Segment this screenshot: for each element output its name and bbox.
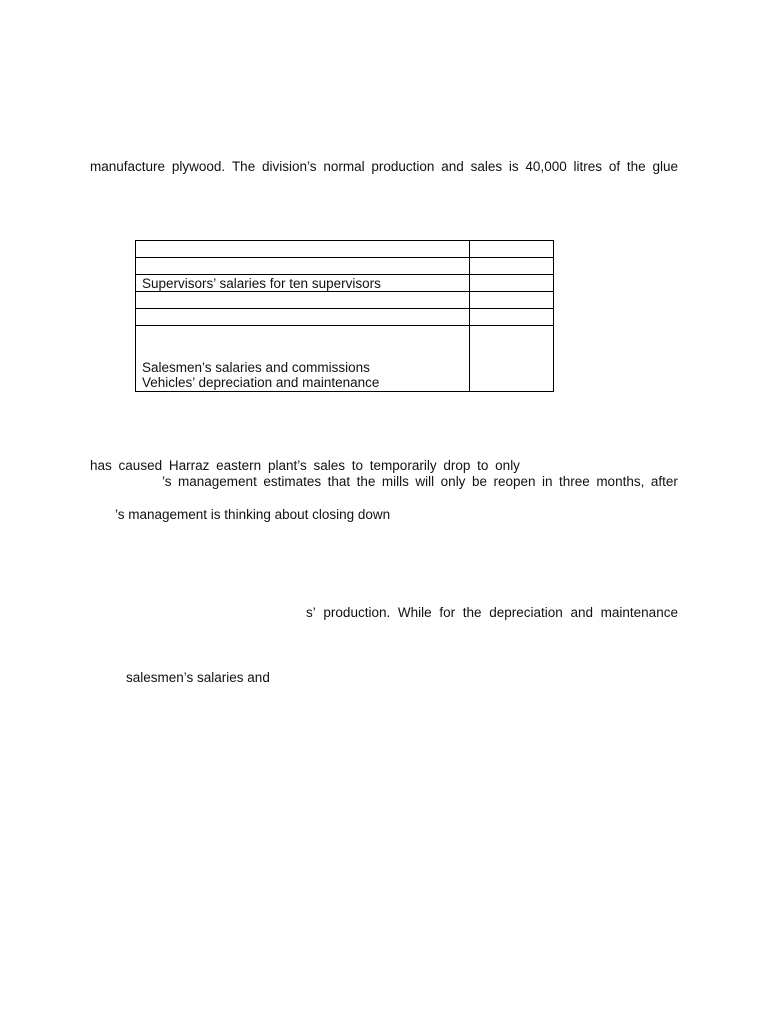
word: of	[608, 159, 621, 174]
cost-table	[135, 240, 554, 392]
vehicles-depreciation-label: Vehicles’ depreciation and maintenance	[142, 375, 380, 390]
cost-value-cell	[470, 309, 554, 326]
word: that	[327, 474, 351, 489]
word: glue	[652, 159, 678, 174]
word: be	[471, 474, 487, 489]
word: production.	[323, 605, 391, 620]
cost-label-cell	[136, 326, 470, 392]
table-row	[136, 241, 554, 258]
cost-value-cell	[470, 258, 554, 275]
cost-label-cell	[136, 241, 470, 258]
word: the	[356, 474, 376, 489]
text-line-glue-production	[90, 159, 678, 175]
table-row	[136, 258, 554, 275]
word: is	[508, 159, 519, 174]
text-line-closing-down: ’s management is thinking about closing down	[115, 507, 391, 522]
word: s’	[306, 605, 316, 620]
word: estimates	[263, 474, 322, 489]
cost-value-cell	[470, 275, 554, 292]
word: sales	[313, 458, 345, 473]
word: reopen	[493, 474, 536, 489]
word: 40,000	[525, 159, 567, 174]
word: caused	[118, 458, 163, 473]
text-line-management-estimate	[162, 474, 678, 490]
word: management	[178, 474, 257, 489]
word: only	[440, 474, 466, 489]
word: the	[462, 605, 482, 620]
word: and	[570, 605, 593, 620]
word: months,	[596, 474, 645, 489]
word: after	[650, 474, 678, 489]
table-row	[136, 326, 554, 392]
word: temporarily	[369, 458, 437, 473]
word: plant’s	[267, 458, 307, 473]
word: in	[542, 474, 553, 489]
word: has	[90, 458, 112, 473]
word: manufacture	[90, 159, 166, 174]
text-line-salesmen-salaries: salesmen’s salaries and	[126, 670, 270, 685]
cost-label-cell	[136, 258, 470, 275]
word: The	[231, 159, 256, 174]
cost-label-cell: Supervisors’ salaries for ten supervisors	[136, 275, 470, 292]
word: only	[495, 458, 520, 473]
text-line-depreciation	[306, 605, 678, 621]
table-row	[136, 275, 554, 292]
word: sales	[470, 159, 503, 174]
word: Harraz	[168, 458, 210, 473]
word: litres	[573, 159, 603, 174]
cost-value-cell	[470, 326, 554, 392]
word: production	[371, 159, 435, 174]
word: depreciation	[489, 605, 563, 620]
cost-value-cell	[470, 292, 554, 309]
word: maintenance	[600, 605, 678, 620]
word: drop	[443, 458, 471, 473]
cost-label-cell	[136, 309, 470, 326]
cost-value-cell	[470, 241, 554, 258]
word: normal	[323, 159, 365, 174]
word: will	[415, 474, 435, 489]
word: for	[439, 605, 456, 620]
word: three	[559, 474, 590, 489]
table-row	[136, 292, 554, 309]
salesmen-salaries-label: Salesmen’s salaries and commissions	[142, 360, 370, 375]
table-row	[136, 309, 554, 326]
word: mills	[381, 474, 409, 489]
word: to	[351, 458, 364, 473]
word: to	[477, 458, 489, 473]
word: division’s	[262, 159, 317, 174]
text-line-sales-drop	[90, 458, 520, 474]
word: the	[626, 159, 646, 174]
word: plywood.	[171, 159, 226, 174]
word: and	[441, 159, 464, 174]
word: eastern	[216, 458, 262, 473]
cost-label-cell	[136, 292, 470, 309]
word: ’s	[162, 474, 172, 489]
word: While	[397, 605, 432, 620]
